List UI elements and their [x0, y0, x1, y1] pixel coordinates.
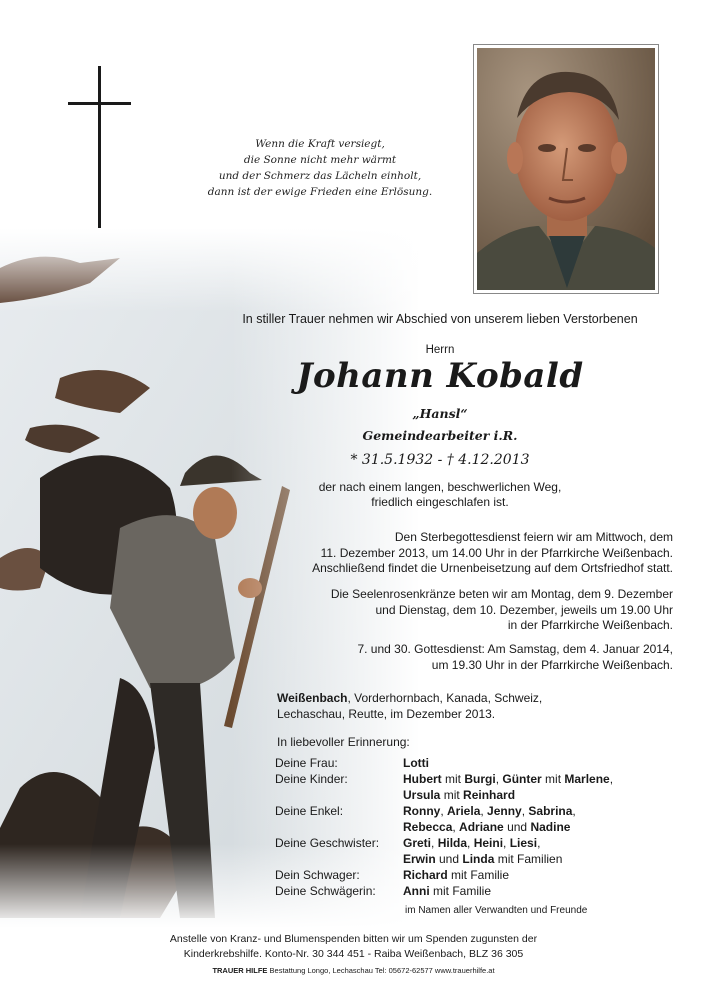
family-row [275, 772, 613, 788]
rosary-line: Die Seelenrosenkränze beten wir am Montag, dem 9. Dezember [330, 587, 673, 601]
family-row [275, 852, 613, 868]
family-row: Deine Enkel: Ronny, Ariela, Jenny, Sabrina, [275, 804, 576, 818]
path-text-line: friedlich eingeschlafen ist. [371, 495, 509, 509]
family-label: Deine Schwägerin: [275, 884, 376, 898]
funeral-service-block [243, 530, 673, 577]
life-dates: * 31.5.1932 - † 4.12.2013 [350, 452, 530, 468]
funeral-home-brand: TRAUER HILFE [212, 966, 268, 975]
joiner: und [435, 852, 463, 866]
place-line: Lechaschau, Reutte, im Dezember 2013. [277, 706, 496, 721]
family-member: Nadine [530, 820, 571, 834]
memorial-mass-block [243, 642, 673, 673]
family-member: Greti [403, 836, 432, 850]
family-row: Rebecca, Adriane und Nadine [403, 820, 571, 834]
mass-line: um 19.30 Uhr in der Pfarrkirche Weißenbach. [431, 657, 673, 672]
funeral-home-details: Bestattung Longo, Lechaschau Tel: 05672-62577 www.trauerhilfe.at [267, 966, 495, 975]
place-rest: , Vorderhornbach, Kanada, Schweiz, [347, 691, 543, 705]
family-member: Ariela [447, 804, 481, 818]
joiner: mit Familien [494, 852, 563, 866]
poem-line: und der Schmerz das Lächeln einholt, [218, 170, 422, 182]
joiner: mit Familie [447, 868, 510, 882]
family-label: Deine Geschwister: [275, 836, 380, 850]
joiner: , [495, 772, 503, 786]
donation-line: Kinderkrebshilfe. Konto-Nr. 30 344 451 - Raiba Weißenbach, BLZ 36 305 [183, 948, 524, 960]
family-label: Deine Frau: [275, 756, 338, 770]
joiner: mit [541, 772, 565, 786]
portrait-photo [474, 45, 658, 293]
family-row [275, 868, 613, 884]
service-line: 11. Dezember 2013, um 14.00 Uhr in der Pfarrkirche Weißenbach. [320, 545, 673, 560]
cross-icon-horizontal [68, 102, 131, 105]
joiner: , [609, 772, 614, 786]
family-row [275, 756, 613, 772]
family-member: Adriane [459, 820, 504, 834]
poem-line: dann ist der ewige Frieden eine Erlösung. [207, 186, 433, 198]
occupation: Gemeindearbeiter i.R. [362, 428, 518, 443]
salutation: Herrn [425, 344, 455, 356]
family-member: Heini [473, 836, 504, 850]
family-label: Deine Kinder: [275, 772, 348, 786]
joiner: und [503, 820, 531, 834]
service-line: Anschließend findet die Urnenbeisetzung auf dem Ortsfriedhof statt. [312, 561, 673, 575]
family-member: Marlene [564, 772, 610, 786]
place-town: Weißenbach [277, 691, 348, 705]
family-member: Ursula [403, 788, 441, 802]
rosary-line: in der Pfarrkirche Weißenbach. [507, 618, 673, 632]
place-and-date [277, 691, 617, 722]
relatives-note: im Namen aller Verwandten und Freunde [405, 905, 588, 916]
deceased-name: Johann Kobald [296, 356, 584, 396]
cross-icon-vertical [98, 66, 101, 252]
family-label: Dein Schwager: [275, 868, 360, 882]
path-text-line: der nach einem langen, beschwerlichen Weg, [318, 480, 562, 494]
poem-line: Wenn die Kraft versiegt, [255, 138, 385, 150]
rosary-block [243, 587, 673, 634]
mass-line: 7. und 30. Gottesdienst: Am Samstag, dem 4. Januar 2014, [357, 642, 673, 656]
family-member: Hubert [403, 772, 442, 786]
family-member: Erwin [403, 852, 436, 866]
family-member: Linda [462, 852, 495, 866]
family-label: Deine Enkel: [275, 804, 344, 818]
family-member: Hilda [437, 836, 468, 850]
family-member: Anni [403, 884, 430, 898]
family-row [275, 788, 613, 804]
nickname: „Hansl“ [412, 406, 468, 421]
service-line: Den Sterbegottesdienst feiern wir am Mittwoch, dem [394, 530, 673, 544]
poem-line: die Sonne nicht mehr wärmt [243, 154, 397, 166]
family-member: Reinhard [463, 788, 516, 802]
family-member: Richard [403, 868, 448, 882]
family-member: Günter [502, 772, 542, 786]
family-member: Burgi [464, 772, 496, 786]
donation-note [0, 932, 707, 962]
family-list [275, 756, 613, 900]
family-member: Rebecca [403, 820, 453, 834]
family-row: Deine Geschwister: Greti, Hilda, Heini, Liesi, [275, 836, 541, 850]
family-member: Liesi [509, 836, 538, 850]
rosary-line: und Dienstag, dem 10. Dezember, jeweils um 19.00 Uhr [375, 602, 673, 617]
joiner: mit Familie [429, 884, 492, 898]
poem [190, 136, 450, 200]
family-member: Sabrina [528, 804, 573, 818]
family-row [275, 884, 613, 900]
memory-heading: In liebevoller Erinnerung: [277, 735, 410, 749]
joiner: mit [440, 788, 464, 802]
funeral-home-credit [0, 966, 707, 975]
family-member: Lotti [403, 756, 429, 770]
donation-line: Anstelle von Kranz- und Blumenspenden bitten wir um Spenden zugunsten der [169, 933, 538, 945]
intro-text: In stiller Trauer nehmen wir Abschied von unserem lieben Verstorbenen [242, 312, 638, 326]
family-member: Jenny [487, 804, 522, 818]
family-member: Ronny [403, 804, 441, 818]
joiner: mit [441, 772, 465, 786]
